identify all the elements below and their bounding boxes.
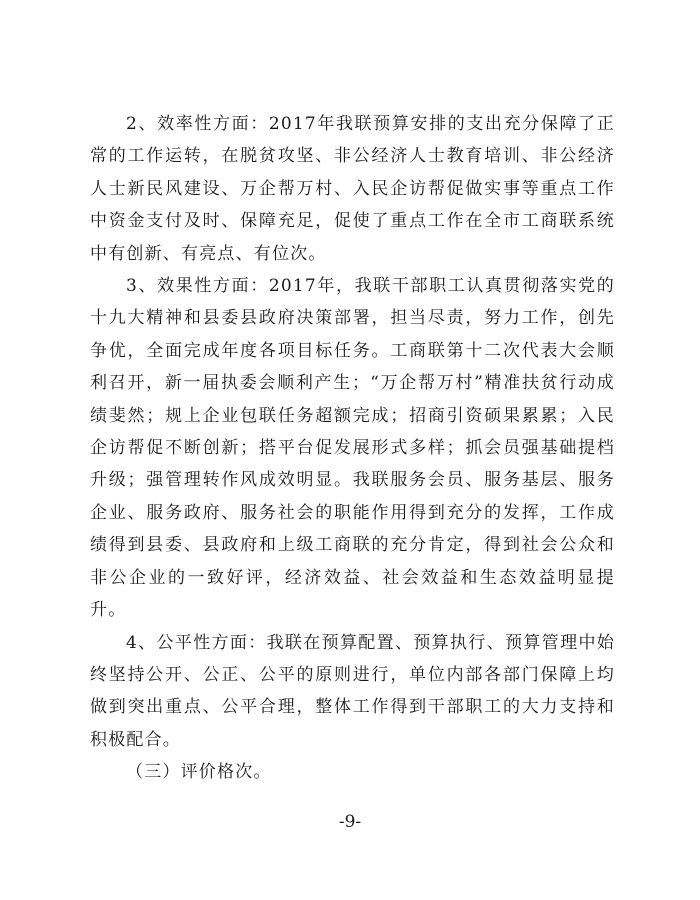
paragraph-effectiveness: 3、效果性方面：2017年，我联干部职工认真贯彻落实党的十九大精神和县委县政府决策部署，担当尽责，努力工作，创先争优，全面完成年度各项目标任务。工商联第十二次代表大会顺利召开，新一届执委会顺利产生；“万企帮万村”精准扶贫行动成绩斐然；规上企业包联任务超额完成；招商引资硕果累累；入民企访帮促不断创新；搭平台促发展形式多样；抓会员强基础提档升级；强管理转作风成效明显。我联服务会员、服务基层、服务企业、服务政府、服务社会的职能作用得到充分的发挥，工作成绩得到县委、县政府和上级工商联的充分肯定，得到社会公众和非公企业的一致好评，经济效益、社会效益和生态效益明显提升。 [90,276,615,621]
body-text [90,108,615,789]
paragraph-efficiency: 2、效率性方面：2017年我联预算安排的支出充分保障了正常的工作运转，在脱贫攻坚、非公经济人士教育培训、非公经济人士新民风建设、万企帮万村、入民企访帮促做实事等重点工作中资金支付及时、保障充足，促使了重点工作在全市工商联系统中有创新、有亮点、有位次。 [90,114,615,264]
page-number: -9- [338,812,362,832]
section-subheading: （三）评价格次。 [126,762,272,783]
paragraph-fairness: 4、公平性方面：我联在预算配置、预算执行、预算管理中始终坚持公开、公正、公平的原则进行，单位内部各部门保障上均做到突出重点、公平合理，整体工作得到干部职工的大力支持和积极配合。 [90,632,615,750]
